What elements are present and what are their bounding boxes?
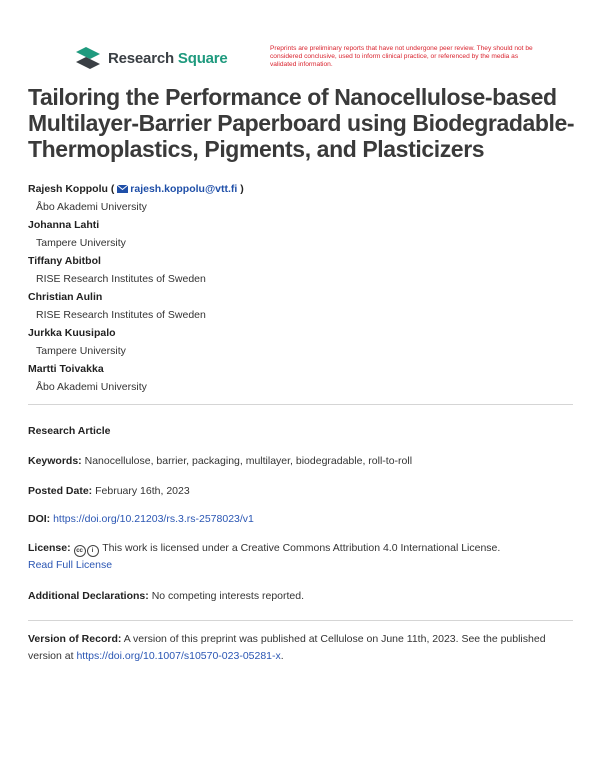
additional-declarations: Additional Declarations: No competing interests reported. <box>28 590 305 602</box>
license: License: cc i This work is licensed under a Creative Commons Attribution 4.0 International License. Read Full License <box>28 542 501 571</box>
author-affiliation: Åbo Akademi University <box>36 201 147 213</box>
author-affiliation: Tampere University <box>36 345 126 357</box>
divider <box>28 620 573 621</box>
author-name: Johanna Lahti <box>28 219 100 231</box>
divider <box>28 404 573 405</box>
author-affiliation: Åbo Akademi University <box>36 381 147 393</box>
author-affiliation: RISE Research Institutes of Sweden <box>36 273 206 285</box>
author-email-link[interactable]: rajesh.koppolu@vtt.fi <box>117 183 237 195</box>
keywords: Keywords: Nanocellulose, barrier, packaging, multilayer, biodegradable, roll-to-roll <box>28 455 413 467</box>
creative-commons-icon: cc <box>74 545 86 557</box>
read-full-license-link[interactable]: Read Full License <box>28 559 113 571</box>
article-type: Research Article <box>28 425 111 437</box>
posted-date: Posted Date: February 16th, 2023 <box>28 485 190 497</box>
author-name: Jurkka Kuusipalo <box>28 327 116 339</box>
author-name: Martti Toivakka <box>28 363 104 375</box>
brand-name: Research Square <box>108 49 228 67</box>
doi: DOI: https://doi.org/10.21203/rs.3.rs-2578023/v1 <box>28 513 254 525</box>
paper-title: Tailoring the Performance of Nanocellulose-based Multilayer-Barrier Paperboard using Biodegradable-Thermoplastics, Pigments, and Plasticizers <box>28 84 575 162</box>
author-affiliation: Tampere University <box>36 237 126 249</box>
research-square-logo-icon <box>74 46 102 70</box>
version-of-record-link[interactable]: https://doi.org/10.1007/s10570-023-05281-x <box>76 650 281 662</box>
envelope-icon <box>117 185 128 193</box>
attribution-icon: i <box>87 545 99 557</box>
author-list <box>28 180 568 396</box>
author-affiliation: RISE Research Institutes of Sweden <box>36 309 206 321</box>
author-name: Christian Aulin <box>28 291 103 303</box>
version-of-record: Version of Record: A version of this preprint was published at Cellulose on June 11th, 2023. See the published version at https://doi.org/10.1007/s10570-023-05281-x. <box>28 633 546 662</box>
author-name: Rajesh Koppolu ( rajesh.koppolu@vtt.fi ) <box>28 183 244 195</box>
author-name: Tiffany Abitbol <box>28 255 101 267</box>
doi-link[interactable]: https://doi.org/10.21203/rs.3.rs-2578023/v1 <box>53 513 254 525</box>
preprint-disclaimer: Preprints are preliminary reports that have not undergone peer review. They should not be considered conclusive, used to inform clinical practice, or referenced by the media as validated information. <box>270 45 533 68</box>
research-square-logo[interactable] <box>74 46 228 70</box>
